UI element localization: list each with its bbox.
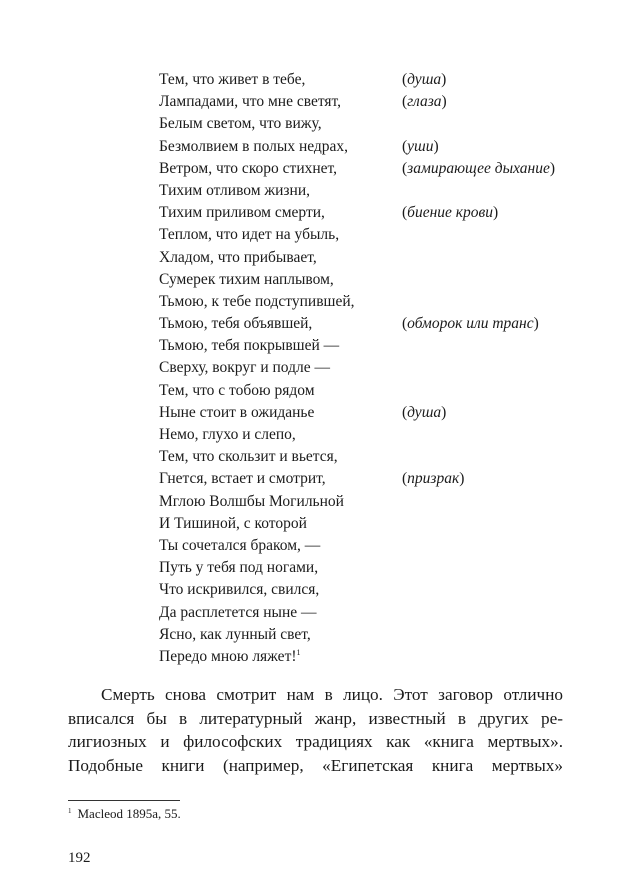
poem-line-wrap bbox=[159, 646, 301, 668]
poem-gloss: (обморок или транс) bbox=[402, 315, 539, 333]
poem-line-text: Безмолвием в полых недрах, bbox=[159, 137, 349, 155]
footnote-separator bbox=[68, 800, 180, 801]
poem bbox=[0, 69, 621, 668]
poem-line-text: Тем, что с тобою рядом bbox=[159, 381, 315, 399]
poem-line bbox=[0, 602, 621, 624]
poem-line-text: Немо, глухо и слепо, bbox=[159, 426, 296, 443]
body-text-line: Подобные книги (например, «Египетская книга мертвых» bbox=[68, 755, 563, 775]
body-text-line: Смерть снова смотрит нам в лицо. Этот заговор отлично bbox=[101, 685, 563, 704]
poem-gloss-text: призрак bbox=[407, 470, 460, 488]
poem-line bbox=[0, 313, 621, 335]
poem-gloss: (призрак) bbox=[402, 470, 465, 488]
poem-line bbox=[0, 357, 621, 379]
poem-gloss-text: глаза bbox=[407, 93, 442, 111]
poem-line bbox=[0, 291, 621, 313]
footnote-reference: 1 bbox=[296, 647, 301, 657]
poem-line-text: Тем, что скользит и вьется, bbox=[159, 448, 338, 466]
poem-line bbox=[0, 247, 621, 269]
poem-line-text: Теплом, что идет на убыль, bbox=[159, 226, 340, 244]
poem-line-text: Да расплетется ныне — bbox=[159, 603, 317, 621]
poem-line-text: Сумерек тихим наплывом, bbox=[159, 270, 334, 288]
poem-line bbox=[0, 91, 621, 113]
footnote-text: Macleod 1895a, 55. bbox=[77, 806, 181, 821]
poem-line bbox=[0, 380, 621, 402]
poem-gloss: (душа) bbox=[402, 403, 447, 421]
poem-gloss: (душа) bbox=[402, 71, 447, 88]
poem-line bbox=[0, 69, 621, 91]
poem-line-text: Передо мною ляжет! bbox=[159, 647, 297, 665]
poem-line bbox=[0, 335, 621, 357]
poem-line-text: Белым светом, что вижу, bbox=[159, 115, 322, 133]
poem-line bbox=[0, 158, 621, 180]
poem-line-text: Тихим приливом смерти, bbox=[159, 204, 325, 222]
poem-gloss-text: уши bbox=[407, 137, 434, 155]
poem-line bbox=[0, 202, 621, 224]
poem-line-text: Ветром, что скоро стихнет, bbox=[159, 159, 338, 177]
footnote-number: 1 bbox=[68, 807, 72, 815]
poem-line-text: Тем, что живет в тебе, bbox=[159, 71, 306, 88]
poem-line bbox=[0, 513, 621, 535]
poem-line bbox=[0, 646, 621, 668]
poem-line-text: Хладом, что прибывает, bbox=[159, 248, 317, 266]
poem-gloss: (уши) bbox=[402, 137, 439, 155]
poem-line bbox=[0, 624, 621, 646]
poem-line bbox=[0, 402, 621, 424]
poem-line bbox=[0, 136, 621, 158]
poem-line-text: Тьмою, тебя объявшей, bbox=[159, 315, 313, 333]
poem-line bbox=[0, 579, 621, 601]
poem-gloss-text: душа bbox=[407, 71, 442, 88]
poem-gloss-text: замирающее дыхание bbox=[407, 159, 550, 177]
body-text-line: лигиозных и философских традициях как «книга мертвых». bbox=[68, 732, 563, 752]
poem-line bbox=[0, 446, 621, 468]
poem-line-text: Путь у тебя под ногами, bbox=[159, 559, 319, 577]
poem-line-text: Лампадами, что мне светят, bbox=[159, 93, 342, 111]
poem-line-text: Тихим отливом жизни, bbox=[159, 181, 311, 199]
poem-line-text: Ты сочетался браком, — bbox=[159, 536, 321, 554]
poem-line bbox=[0, 424, 621, 446]
poem-line bbox=[0, 180, 621, 202]
poem-line bbox=[0, 468, 621, 490]
poem-gloss-text: душа bbox=[407, 403, 442, 421]
poem-line-text: И Тишиной, с которой bbox=[159, 514, 307, 532]
poem-line bbox=[0, 224, 621, 246]
poem-gloss-text: обморок или транс bbox=[407, 315, 534, 333]
poem-line-text: Сверху, вокруг и подле — bbox=[159, 359, 330, 377]
poem-line bbox=[0, 535, 621, 557]
poem-gloss: (замирающее дыхание) bbox=[402, 159, 556, 177]
poem-line bbox=[0, 491, 621, 513]
page-number: 192 bbox=[68, 850, 91, 866]
body-paragraph bbox=[68, 683, 563, 777]
body-text-line: вписался бы в литературный жанр, известный в других ре- bbox=[68, 708, 563, 728]
poem-line bbox=[0, 557, 621, 579]
poem-line bbox=[0, 113, 621, 135]
poem-line-text: Что искривился, свился, bbox=[159, 581, 320, 599]
poem-line-text: Ясно, как лунный свет, bbox=[159, 625, 311, 643]
poem-line-text: Гнется, встает и смотрит, bbox=[159, 470, 326, 488]
poem-line-text: Тьмою, к тебе подступившей, bbox=[159, 292, 355, 310]
poem-line-text: Тьмою, тебя покрывшей — bbox=[159, 337, 340, 355]
poem-gloss-text: биение крови bbox=[407, 204, 494, 222]
poem-line-text: Ныне стоит в ожиданье bbox=[159, 403, 315, 421]
poem-line-text: Мглою Волшбы Могильной bbox=[159, 492, 344, 510]
poem-gloss: (биение крови) bbox=[402, 204, 499, 222]
poem-gloss: (глаза) bbox=[402, 93, 447, 111]
footnote bbox=[68, 805, 181, 823]
poem-line bbox=[0, 269, 621, 291]
